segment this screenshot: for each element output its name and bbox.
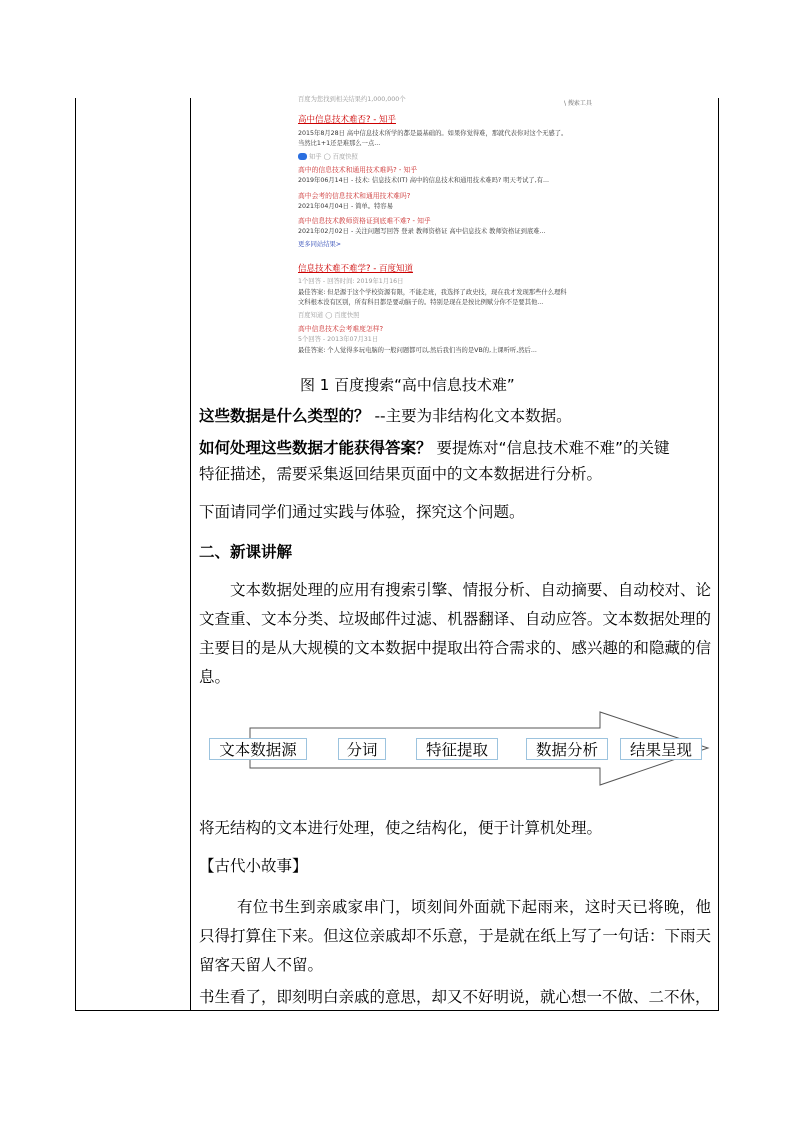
question-1-answer: --主要为非结构化文本数据。 — [369, 407, 572, 425]
question-2-text: 如何处理这些数据才能获得答案？ — [199, 439, 432, 457]
story-last-line: 书生看了，即刻明白亲戚的意思，却又不好明说，就心想一不做、二不休， — [199, 988, 711, 1006]
related-meta-2: 2021年04月04日 - 简单。特容易 — [298, 203, 393, 210]
flow-summary: 将无结构的文本进行处理，使之结构化，便于计算机处理。 — [199, 819, 603, 837]
result-snippet-1b: 当然比1+1还是难那么一点... — [298, 140, 381, 147]
figure-caption: 图 1 百度搜索“高中信息技术难” — [300, 376, 515, 394]
result-source-1: 知乎 ◯ 百度快照 — [298, 153, 358, 162]
intro-text: 下面请同学们通过实践与体验，探究这个问题。 — [199, 503, 525, 521]
result-snippet-3: 最佳答案: 个人觉得多玩电脑的一般问题都可以,然后我们当的是VB的,上课听听,然后... — [298, 347, 537, 354]
result-title-1[interactable]: 高中信息技术难否? - 知乎 — [298, 115, 396, 125]
related-link-1[interactable]: 高中的信息技术和通用技术难吗? - 知乎 — [298, 166, 418, 174]
question-2-answer: 要提炼对“信息技术难不难”的关键 — [431, 439, 670, 457]
story-heading: 【古代小故事】 — [199, 857, 308, 875]
search-tools-link[interactable]: \ 搜索工具 — [564, 100, 592, 107]
question-1-text: 这些数据是什么类型的？ — [199, 407, 370, 425]
result-meta-3: 5个回答 - 2013年07月31日 — [298, 336, 379, 343]
flow-step-result: 结果呈现 — [620, 738, 702, 760]
flow-step-source: 文本数据源 — [209, 738, 307, 760]
search-results-screenshot — [294, 96, 592, 360]
story-paragraph: 有位书生到亲戚家串门，顷刻间外面就下起雨来，这时天已将晚，他只得打算住下来。但这位亲戚却不乐意，于是就在纸上写了一句话：下雨天留客天留人不留。 — [199, 898, 711, 974]
result-meta-2: 1个回答 - 回答时间: 2019年1月16日 — [298, 278, 404, 285]
flow-step-data-analysis: 数据分析 — [526, 738, 608, 760]
result-snippet-1a: 2015年8月28日 高中信息技术所学的都是最基础的。如果你觉得难，那就代表你对这个无感了。 — [298, 130, 568, 137]
question-2-answer-cont: 特征描述，需要采集返回结果页面中的文本数据进行分析。 — [199, 465, 603, 483]
question-1 — [199, 404, 711, 428]
question-2 — [199, 436, 711, 460]
flow-step-segmentation: 分词 — [338, 738, 386, 760]
result-count-text: 百度为您找到相关结果约1,000,000个 — [298, 96, 406, 103]
lesson-paragraph: 文本数据处理的应用有搜索引擎、情报分析、自动摘要、自动校对、论文查重、文本分类、垃圾邮件过滤、机器翻译、自动应答。文本数据处理的主要目的是从大规模的文本数据中提取出符合需求的、感兴趣的和隐藏的信息。 — [199, 581, 711, 686]
table-column-divider — [190, 98, 191, 1011]
flow-step-feature-extraction: 特征提取 — [416, 738, 498, 760]
result-snippet-2a: 最佳答案: 但是源于这个学校资源有限，不能走班，我选择了政史技，现在我才发现那些什么理科 — [298, 289, 567, 296]
related-link-2[interactable]: 高中会考的信息技术和通用技术难吗? — [298, 192, 411, 200]
section-title: 二、新课讲解 — [199, 543, 293, 561]
result-title-3[interactable]: 高中信息技术会考难度怎样? — [298, 325, 384, 333]
related-link-3[interactable]: 高中信息技术教师资格证到底难不难? - 知乎 — [298, 217, 431, 225]
related-meta-1: 2019年06月14日 - 技术: 信息技术(IT) 高中的信息技术和通用技术难吗? 明天考试了,有... — [298, 177, 550, 184]
result-source-2: 百度知道 ◯ 百度快照 — [298, 312, 360, 319]
related-meta-3: 2021年02月02日 - 关注问题写回答 登录 教师资格证 高中信息技术 教师资格证到底难... — [298, 228, 546, 235]
more-results-link[interactable]: 更多同站结果> — [298, 241, 342, 248]
text-processing-flow — [205, 710, 715, 790]
result-title-2[interactable]: 信息技术难不难学? - 百度知道 — [298, 264, 413, 274]
result-snippet-2b: 文科根本没有区别，所有科目都是要动脑子的。特别是现在是按比例赋分你不是要其他... — [298, 299, 544, 306]
zhihu-logo-icon — [298, 153, 307, 160]
